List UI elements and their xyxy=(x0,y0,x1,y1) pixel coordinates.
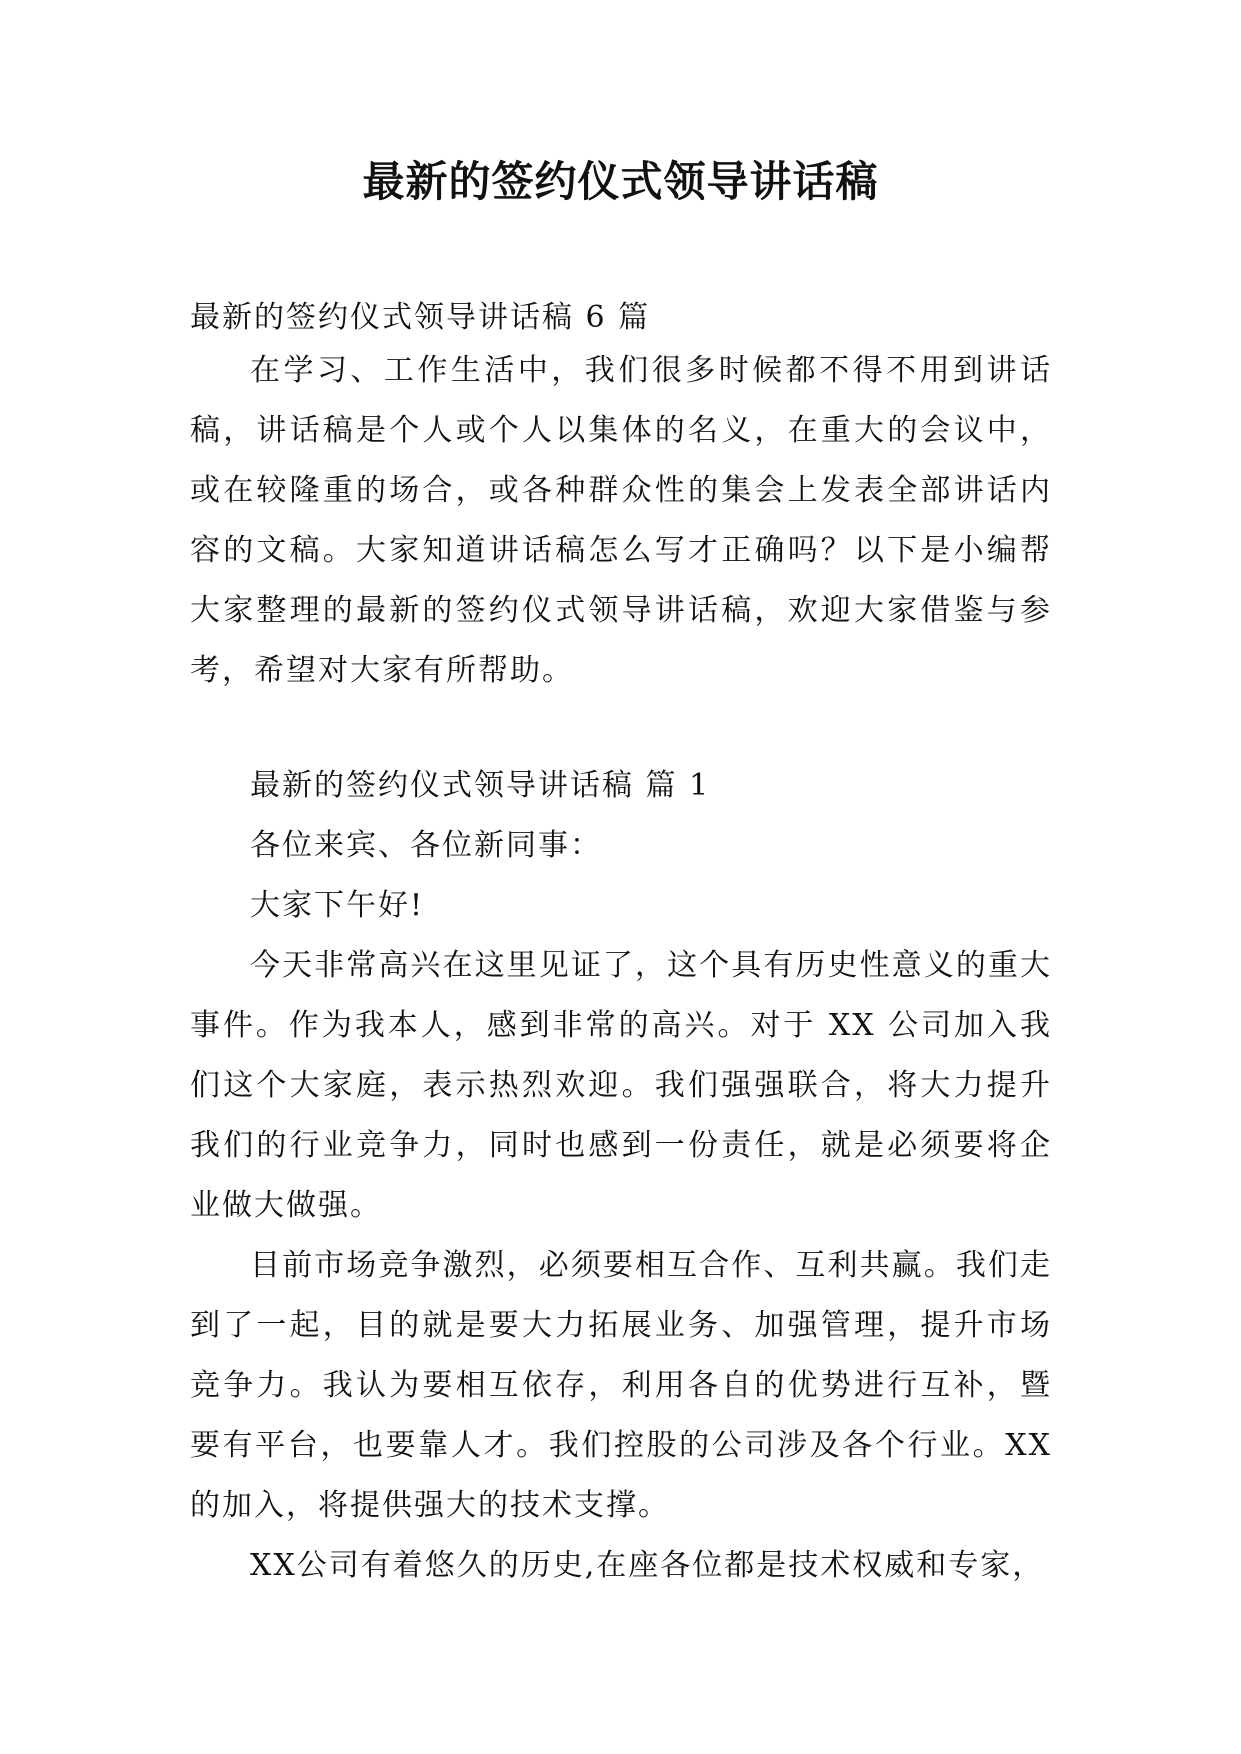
document-title: 最新的签约仪式领导讲话稿 xyxy=(362,157,879,206)
body-paragraph: 今天非常高兴在这里见证了，这个具有历史性意义的重大事件。作为我本人，感到非常的高兴。对于 XX 公司加入我们这个大家庭，表示热烈欢迎。我们强强联合，将大力提升我们的行业竞争力，同时也感到一份责任，就是必须要将企业做大做强。 xyxy=(190,948,1052,1223)
body-paragraph: XX公司有着悠久的历史,在座各位都是技术权威和专家， xyxy=(250,1548,1045,1583)
intro-paragraph: 在学习、工作生活中，我们很多时候都不得不用到讲话稿，讲话稿是个人或个人以集体的名义，在重大的会议中，或在较隆重的场合，或各种群众性的集会上发表全部讲话内容的文稿。大家知道讲话稿怎么写才正确吗？以下是小编帮大家整理的最新的签约仪式领导讲话稿，欢迎大家借鉴与参考，希望对大家有所帮助。 xyxy=(190,353,1052,688)
document-subtitle: 最新的签约仪式领导讲话稿 6 篇 xyxy=(190,300,651,335)
greeting: 大家下午好! xyxy=(250,888,425,923)
body-paragraph: 目前市场竞争激烈，必须要相互合作、互利共赢。我们走到了一起，目的就是要大力拓展业务、加强管理，提升市场竞争力。我认为要相互依存，利用各自的优势进行互补，暨要有平台，也要靠人才。我们控股的公司涉及各个行业。XX 的加入，将提供强大的技术支撑。 xyxy=(190,1248,1052,1523)
salutation: 各位来宾、各位新同事： xyxy=(250,828,602,863)
section-1 xyxy=(190,756,1052,1596)
intro-block xyxy=(190,341,1052,701)
section-heading: 最新的签约仪式领导讲话稿 篇 1 xyxy=(250,768,711,803)
